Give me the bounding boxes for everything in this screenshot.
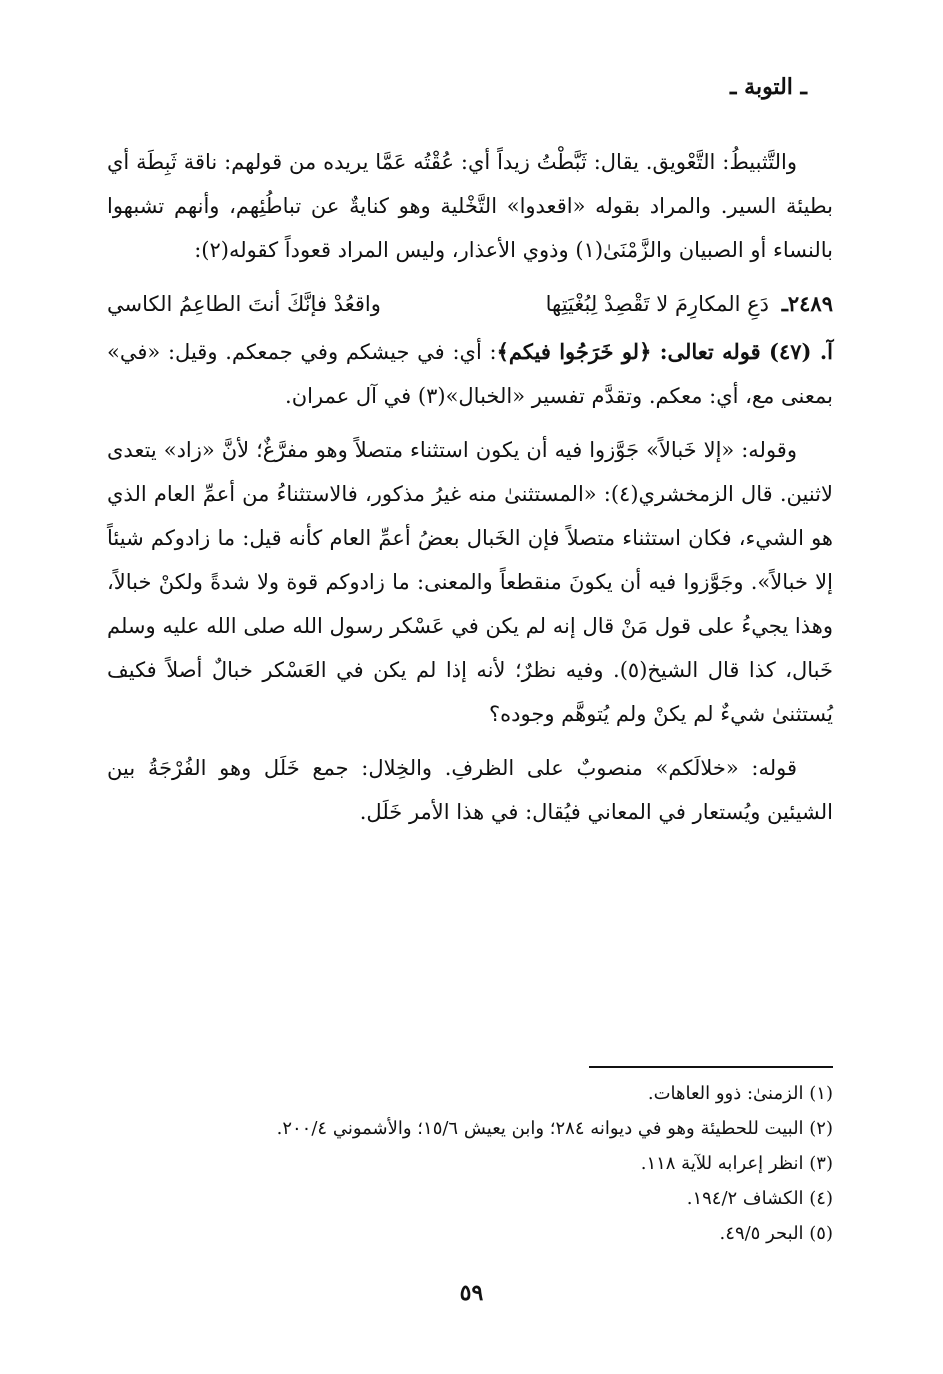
paragraph-illa-khabala: وقوله: «إلا خَبالاً» جَوَّزوا فيه أن يكون استثناء متصلاً وهو مفرَّغٌ؛ لأنَّ «زاد» يتعدى لاثنين. قال الزمخشري(٤): «المستثنىٰ منه غيرُ مذكور، فالاستثناءُ من أعمِّ العام الذي هو الشيء، فكان استثناء متصلاً فإن الخَبال بعضُ أعمِّ العام كأنه قيل: ما زادوكم شيئاً إلا خبالاً». وجَوَّزوا فيه أن يكونَ منقطعاً والمعنى: ما زادوكم قوة ولا شدةً ولكنْ خبالاً، وهذا يجيءُ على قول مَنْ قال إنه لم يكن في عَسْكر رسول الله صلى الله عليه وسلم خَبال، كذا قال الشيخ(٥). وفيه نظرٌ؛ لأنه إذا لم يكن في العَسْكر خبالٌ أصلاً فكيف يُستثنىٰ شيءٌ لم يكنْ ولم يُتوهَّم وجوده؟ xyxy=(107,438,833,726)
paragraph-verse-47 xyxy=(107,330,833,418)
verse-number: ٢٤٨٩ـ xyxy=(781,291,833,316)
poetry-verse xyxy=(107,282,833,326)
footnote-5: (٥) البحر ٤٩/٥. xyxy=(719,1223,833,1244)
footnote-2: (٢) البيت للحطيئة وهو في ديوانه ٢٨٤؛ وابن يعيش ١٥/٦؛ والأشموني ٢٠٠/٤. xyxy=(276,1118,833,1139)
footnote-4: (٤) الكشاف ١٩٤/٢. xyxy=(686,1188,833,1209)
footnotes xyxy=(107,1076,833,1251)
footnote-1: (١) الزمنىٰ: ذوو العاهات. xyxy=(647,1083,833,1104)
footnote-3: (٣) انظر إعرابه للآية ١١٨. xyxy=(640,1153,833,1174)
paragraph-khilalakum: قوله: «خلالَكم» منصوبٌ على الظرفِ. والخِلال: جمع خَلَل وهو الفُرْجَةُ بين الشيئين ويُستعار في المعاني فيُقال: في هذا الأمر خَلَل. xyxy=(107,756,833,824)
verse-first-hemistich: دَعِ المكارِمَ لا تَقْصِدْ لِبُغْيَتِها xyxy=(545,292,770,316)
footnote-separator xyxy=(589,1066,833,1068)
page-number: ٥٩ xyxy=(459,1280,484,1306)
verse-47-commentary: : أي: في جيشكم وفي جمعكم. وقيل: «في» بمعنى مع، أي: معكم. وتقدَّم تفسير «الخبال»(٣) في آل عمران. xyxy=(107,340,833,408)
running-header: ـ التوبة ـ xyxy=(730,74,807,100)
paragraph-tathbit: والتَّثبيطُ: التَّعْويق. يقال: ثَبَّطْتُ زيداً أي: عُقْتُه عَمَّا يريده من قولهم: ناقة ثَبِطَة أي بطيئة السير. والمراد بقوله «اقعدوا» التَّخْلية وهو كنايةٌ عن تباطُئِهم، وأنهم تشبهوا بالنساء أو الصبيان والزَّمْنَىٰ(١) وذوي الأعذار، وليس المراد قعوداً كقوله(٢): xyxy=(107,150,833,262)
verse-second-hemistich: واقعُدْ فإنَّكَ أنتَ الطاعِمُ الكاسي xyxy=(107,292,381,316)
verse-47-heading: آ. (٤٧) قوله تعالى: ﴿لو خَرَجُوا فيكم﴾ xyxy=(496,339,833,364)
main-text xyxy=(107,140,833,844)
